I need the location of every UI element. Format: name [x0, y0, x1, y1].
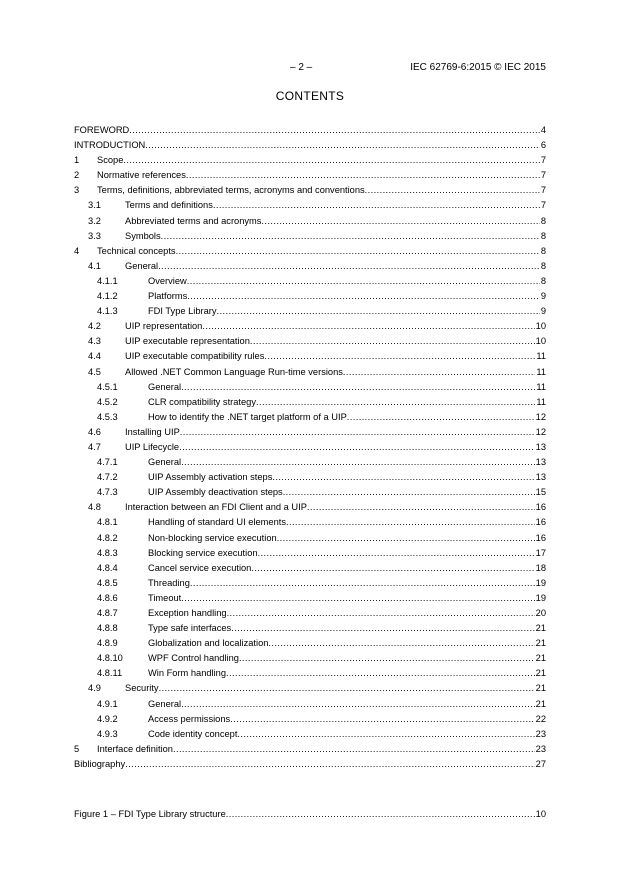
- table-of-contents: [74, 123, 546, 772]
- toc-entry-number: 4.1.1: [97, 275, 118, 286]
- toc-entry-title: General: [125, 260, 159, 271]
- toc-entry-number: 4.7: [88, 441, 101, 452]
- toc-entry[interactable]: [74, 289, 546, 304]
- toc-entry-title: Blocking service execution: [148, 547, 258, 558]
- toc-entry-title: Globalization and localization: [148, 638, 269, 649]
- dot-leader: [268, 636, 534, 651]
- dot-leader: [180, 425, 535, 440]
- dot-leader: [226, 666, 535, 681]
- dot-leader: [176, 244, 540, 259]
- toc-entry-title: UIP executable representation: [125, 336, 250, 347]
- dot-leader: [217, 304, 540, 319]
- toc-entry-number: 4.7.2: [97, 472, 118, 483]
- dot-leader: [161, 229, 540, 244]
- dot-leader: [145, 138, 540, 153]
- page-title: CONTENTS: [275, 89, 345, 103]
- toc-entry[interactable]: [74, 546, 546, 561]
- toc-entry[interactable]: [74, 485, 546, 500]
- toc-entry-page: 7: [540, 155, 546, 166]
- toc-entry-title: UIP Lifecycle: [125, 441, 180, 452]
- dot-leader: [181, 697, 535, 712]
- toc-entry-number: 4.5: [88, 366, 101, 377]
- dot-leader: [365, 183, 540, 198]
- toc-entry-number: 4.9: [88, 683, 101, 694]
- toc-entry-number: 3.2: [88, 215, 101, 226]
- toc-entry-number: 3.1: [88, 200, 101, 211]
- toc-entry-title: Interaction between an FDI Client and a UIP: [125, 502, 307, 513]
- dot-leader: [307, 500, 535, 515]
- toc-entry-number: 2: [74, 170, 80, 181]
- toc-entry[interactable]: [74, 365, 546, 380]
- toc-entry[interactable]: [74, 621, 546, 636]
- dot-leader: [261, 214, 539, 229]
- toc-entry-number: 4.3: [88, 336, 101, 347]
- dot-leader: [230, 712, 535, 727]
- document-reference: IEC 62769-6:2015 © IEC 2015: [410, 62, 546, 73]
- toc-entry[interactable]: [74, 576, 546, 591]
- figure-entry[interactable]: [74, 807, 546, 822]
- toc-entry-title: Normative references: [97, 170, 186, 181]
- toc-entry[interactable]: [74, 425, 546, 440]
- toc-entry-page: 13: [535, 457, 546, 468]
- toc-entry-page: 11: [536, 351, 546, 362]
- toc-entry-number: 4.8.4: [97, 562, 118, 573]
- toc-entry-number: 4.2: [88, 321, 101, 332]
- toc-entry-number: 4.8.2: [97, 532, 118, 543]
- toc-entry[interactable]: [74, 470, 546, 485]
- toc-entry-page: 10: [535, 321, 546, 332]
- toc-entry-number: 4.8.8: [97, 623, 118, 634]
- toc-entry-title: Terms, definitions, abbreviated terms, acronyms and conventions: [97, 185, 365, 196]
- toc-entry-title: FOREWORD: [74, 125, 130, 135]
- dot-leader: [125, 757, 534, 772]
- toc-entry-title: Abbreviated terms and acronyms: [125, 215, 262, 226]
- toc-entry-page: 9: [540, 306, 546, 317]
- toc-entry-number: 4.5.2: [97, 396, 118, 407]
- toc-entry-title: UIP executable compatibility rules: [125, 351, 265, 362]
- dot-leader: [250, 334, 535, 349]
- toc-entry-number: 4.8.9: [97, 638, 118, 649]
- toc-entry-title: Installing UIP: [125, 426, 180, 437]
- toc-entry-title: Exception handling: [148, 608, 227, 618]
- toc-entry-page: 12: [535, 411, 546, 422]
- toc-entry[interactable]: [74, 440, 546, 455]
- toc-entry-page: 19: [535, 577, 546, 588]
- dot-leader: [123, 153, 539, 168]
- dot-leader: [251, 561, 534, 576]
- toc-entry-page: 11: [536, 396, 546, 407]
- dot-leader: [347, 410, 535, 425]
- toc-entry-number: 4.8.11: [97, 668, 123, 679]
- toc-entry[interactable]: [74, 727, 546, 742]
- toc-entry-number: 4.9.1: [97, 698, 118, 709]
- toc-entry-title: Handling of standard UI elements: [148, 517, 286, 528]
- toc-entry-page: 22: [535, 713, 546, 724]
- toc-entry-number: 5: [74, 743, 80, 754]
- toc-entry-page: 7: [540, 170, 546, 181]
- toc-entry-page: 15: [535, 487, 546, 498]
- toc-entry-title: How to identify the .NET target platform of a UIP: [148, 411, 347, 422]
- toc-entry[interactable]: [74, 561, 546, 576]
- toc-entry[interactable]: [74, 757, 546, 772]
- toc-entry-number: 4.1.2: [97, 291, 118, 302]
- toc-entry-page: 8: [540, 275, 546, 286]
- toc-entry-title: Security: [125, 683, 159, 694]
- toc-entry[interactable]: [74, 349, 546, 364]
- toc-entry-page: 11: [536, 381, 546, 392]
- dot-leader: [237, 727, 534, 742]
- toc-entry-title: Code identity concept: [148, 728, 238, 739]
- toc-entry-page: 11: [536, 366, 546, 377]
- toc-entry[interactable]: [74, 636, 546, 651]
- toc-entry-page: 8: [540, 245, 546, 256]
- toc-entry-page: 17: [535, 547, 546, 558]
- toc-entry[interactable]: [74, 153, 546, 168]
- toc-entry-page: 21: [535, 623, 546, 634]
- toc-entry-page: 8: [540, 230, 546, 241]
- toc-entry-page: 7: [540, 200, 546, 211]
- dot-leader: [258, 546, 535, 561]
- toc-entry-number: 4.8.7: [97, 608, 118, 618]
- toc-entry-page: 16: [535, 502, 546, 513]
- toc-entry-page: 10: [535, 336, 546, 347]
- toc-entry-page: 20: [535, 608, 546, 618]
- toc-entry[interactable]: [74, 531, 546, 546]
- toc-entry-page: 8: [540, 215, 546, 226]
- toc-entry-number: 3.3: [88, 230, 101, 241]
- toc-entry[interactable]: [74, 666, 546, 681]
- dot-leader: [264, 349, 535, 364]
- toc-entry[interactable]: [74, 334, 546, 349]
- toc-entry-page: 13: [535, 472, 546, 483]
- dot-leader: [129, 123, 540, 138]
- toc-entry[interactable]: [74, 244, 546, 259]
- toc-entry[interactable]: [74, 183, 546, 198]
- toc-entry[interactable]: [74, 380, 546, 395]
- dot-leader: [181, 380, 535, 395]
- toc-entry-title: Cancel service execution: [148, 562, 252, 573]
- toc-entry[interactable]: [74, 712, 546, 727]
- toc-entry-title: FDI Type Library: [148, 306, 217, 317]
- toc-entry-number: 4.9.3: [97, 728, 118, 739]
- toc-entry-title: Access permissions: [148, 713, 231, 724]
- toc-entry[interactable]: [74, 214, 546, 229]
- toc-entry-number: 4: [74, 245, 80, 256]
- toc-entry[interactable]: [74, 198, 546, 213]
- toc-entry-title: WPF Control handling: [148, 653, 239, 664]
- toc-entry[interactable]: [74, 500, 546, 515]
- toc-entry-title: UIP Assembly activation steps: [148, 472, 273, 483]
- toc-entry-number: 4.7.3: [97, 487, 118, 498]
- toc-entry-title: Type safe interfaces: [148, 623, 232, 634]
- dot-leader: [286, 515, 535, 530]
- toc-entry-page: 21: [535, 653, 546, 664]
- toc-entry-number: 1: [74, 155, 80, 166]
- toc-entry-page: 9: [540, 291, 546, 302]
- toc-entry-number: 4.5.3: [97, 411, 118, 422]
- toc-entry-title: Symbols: [125, 230, 161, 241]
- figure-entry-page: 10: [535, 809, 546, 819]
- toc-entry-page: 4: [540, 125, 546, 135]
- toc-entry-number: 4.5.1: [97, 381, 118, 392]
- toc-entry-number: 4.7.1: [97, 457, 118, 468]
- toc-entry[interactable]: [74, 304, 546, 319]
- toc-entry[interactable]: [74, 274, 546, 289]
- toc-entry-page: 21: [535, 638, 546, 649]
- toc-entry-title: Win Form handling: [148, 668, 227, 679]
- toc-entry[interactable]: [74, 681, 546, 696]
- toc-entry-number: 4.1.3: [97, 306, 118, 317]
- toc-entry[interactable]: [74, 697, 546, 712]
- toc-entry-title: UIP Assembly deactivation steps: [148, 487, 283, 498]
- toc-entry[interactable]: [74, 651, 546, 666]
- dot-leader: [181, 455, 535, 470]
- dot-leader: [213, 198, 540, 213]
- toc-entry-title: General: [148, 381, 182, 392]
- toc-entry-number: 3: [74, 185, 80, 196]
- toc-entry-page: 13: [535, 441, 546, 452]
- toc-entry-title: Timeout: [148, 592, 182, 603]
- dot-leader: [283, 485, 535, 500]
- toc-entry-title: Overview: [148, 275, 187, 286]
- toc-entry-title: UIP representation: [125, 321, 203, 332]
- page-number: – 2 –: [290, 62, 313, 73]
- toc-entry-title: Interface definition: [97, 743, 173, 754]
- toc-entry-title: CLR compatibility strategy: [148, 396, 256, 407]
- toc-entry[interactable]: [74, 229, 546, 244]
- dot-leader: [226, 807, 535, 822]
- toc-entry-title: Platforms: [148, 291, 188, 302]
- toc-entry-page: 16: [535, 517, 546, 528]
- toc-entry[interactable]: [74, 410, 546, 425]
- toc-entry-number: 4.4: [88, 351, 101, 362]
- toc-entry[interactable]: [74, 138, 546, 153]
- dot-leader: [187, 274, 540, 289]
- toc-entry-number: 4.1: [88, 260, 101, 271]
- dot-leader: [277, 531, 535, 546]
- toc-entry[interactable]: [74, 742, 546, 757]
- dot-leader: [159, 681, 535, 696]
- toc-entry-page: 23: [535, 728, 546, 739]
- toc-entry-title: Scope: [97, 155, 124, 166]
- toc-entry-title: Bibliography: [74, 758, 126, 769]
- toc-entry-page: 21: [535, 668, 546, 679]
- toc-entry-title: Terms and definitions: [125, 200, 213, 211]
- toc-entry-title: General: [148, 698, 182, 709]
- dot-leader: [256, 395, 535, 410]
- toc-entry-page: 27: [535, 758, 546, 769]
- dot-leader: [239, 651, 535, 666]
- dot-leader: [158, 259, 540, 274]
- toc-entry-page: 21: [535, 683, 546, 694]
- toc-entry-number: 4.8.6: [97, 592, 118, 603]
- figure-entry-title: Figure 1 – FDI Type Library structure: [74, 809, 226, 819]
- toc-entry-page: 8: [540, 260, 546, 271]
- toc-entry-title: General: [148, 457, 182, 468]
- toc-entry-title: Allowed .NET Common Language Run-time versions: [125, 366, 343, 377]
- dot-leader: [179, 440, 535, 455]
- toc-entry[interactable]: [74, 123, 546, 138]
- dot-leader: [202, 319, 534, 334]
- toc-entry[interactable]: [74, 515, 546, 530]
- toc-entry-title: INTRODUCTION: [74, 140, 146, 151]
- toc-entry-number: 4.6: [88, 426, 101, 437]
- toc-entry-number: 4.8.1: [97, 517, 118, 528]
- toc-entry-page: 12: [535, 426, 546, 437]
- toc-entry-number: 4.9.2: [97, 713, 118, 724]
- dot-leader: [231, 621, 534, 636]
- toc-entry[interactable]: [74, 259, 546, 274]
- dot-leader: [187, 289, 540, 304]
- toc-entry-title: Non-blocking service execution: [148, 532, 277, 543]
- dot-leader: [173, 742, 535, 757]
- dot-leader: [227, 606, 535, 621]
- toc-entry[interactable]: [74, 319, 546, 334]
- toc-entry[interactable]: [74, 455, 546, 470]
- dot-leader: [272, 470, 534, 485]
- toc-entry-page: 19: [535, 592, 546, 603]
- toc-entry-number: 4.8.3: [97, 547, 118, 558]
- toc-entry-number: 4.8.10: [97, 653, 123, 664]
- toc-entry-number: 4.8.5: [97, 577, 118, 588]
- toc-entry-number: 4.8: [88, 502, 101, 513]
- toc-entry-title: Threading: [148, 577, 190, 588]
- toc-entry-page: 6: [540, 140, 546, 151]
- toc-entry-page: 16: [535, 532, 546, 543]
- toc-entry[interactable]: [74, 168, 546, 183]
- toc-entry[interactable]: [74, 395, 546, 410]
- dot-leader: [190, 576, 535, 591]
- toc-entry[interactable]: [74, 591, 546, 606]
- toc-entry-page: 23: [535, 743, 546, 754]
- toc-entry-page: 21: [535, 698, 546, 709]
- dot-leader: [343, 365, 535, 380]
- toc-entry[interactable]: [74, 606, 546, 621]
- toc-entry-title: Technical concepts: [97, 245, 176, 256]
- dot-leader: [186, 168, 540, 183]
- dot-leader: [181, 591, 534, 606]
- list-of-figures: [74, 807, 546, 822]
- toc-entry-page: 7: [540, 185, 546, 196]
- toc-entry-page: 18: [535, 562, 546, 573]
